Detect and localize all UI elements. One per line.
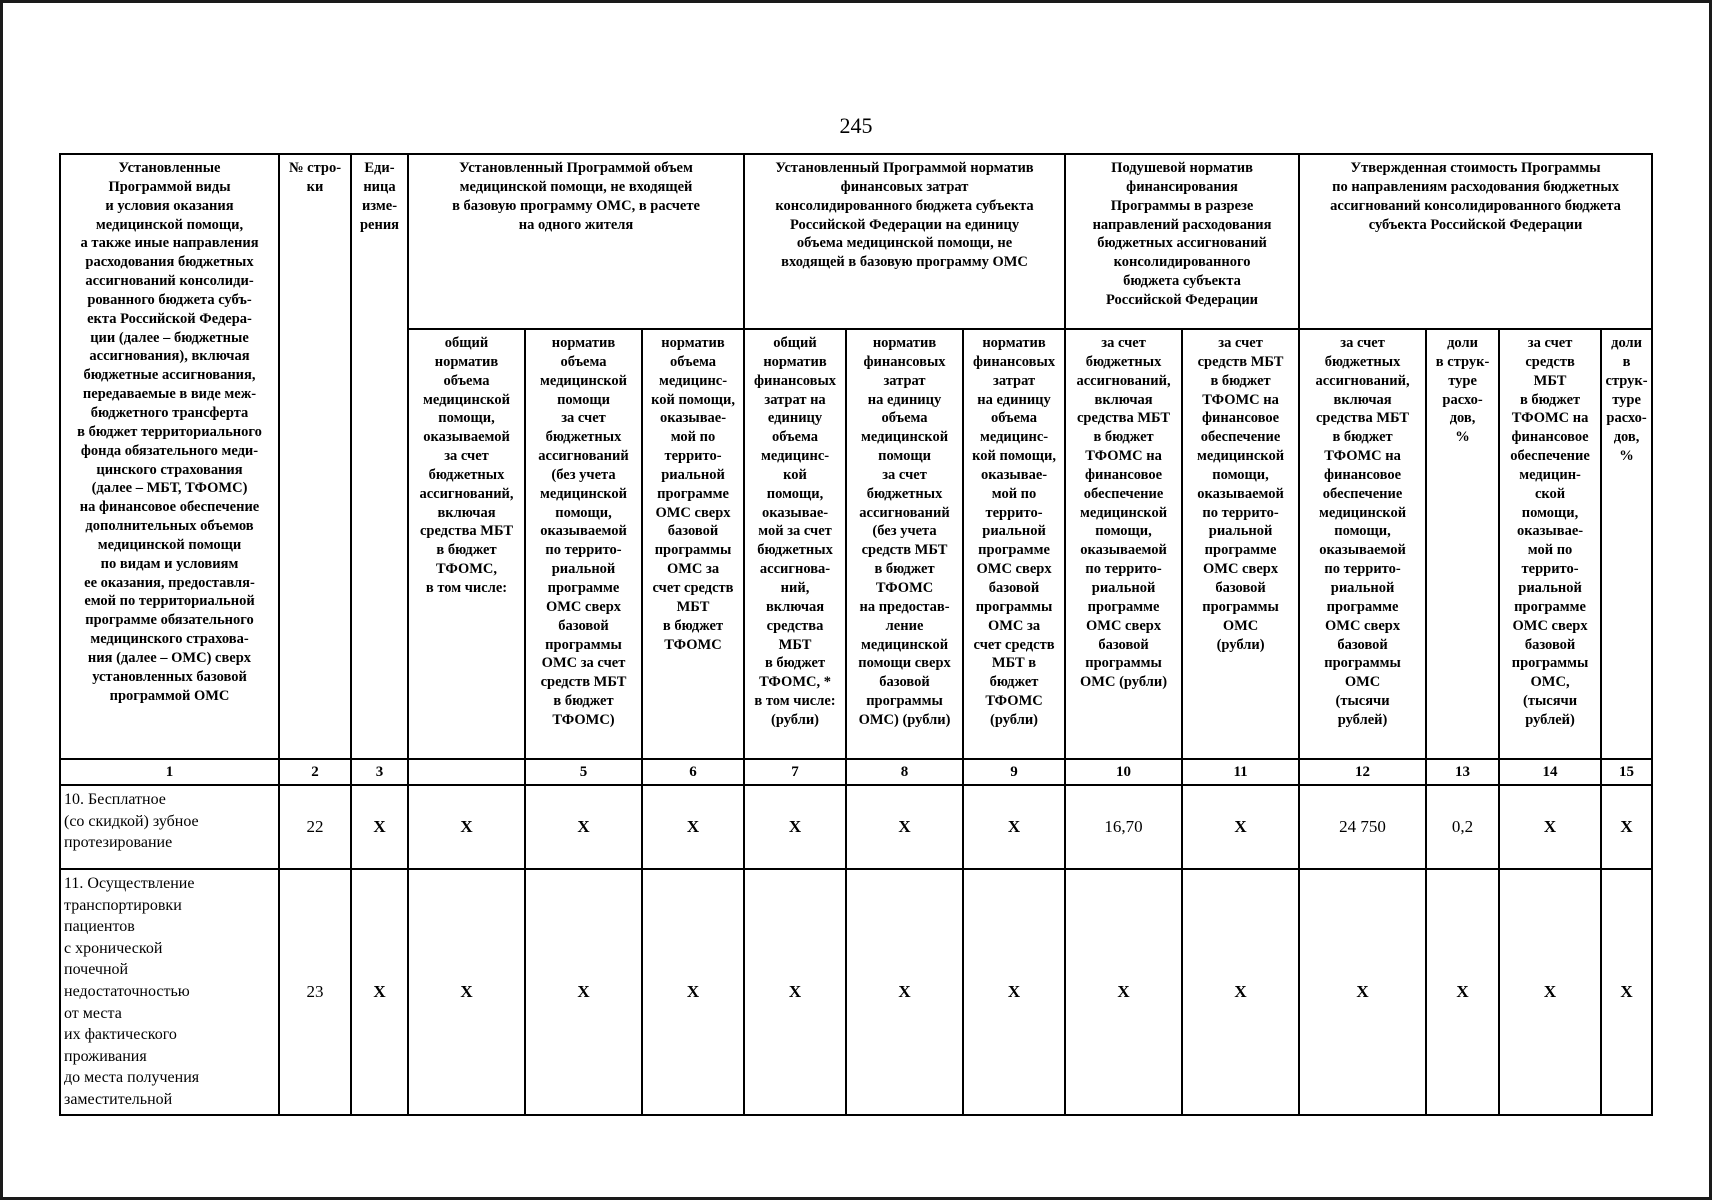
table-cell: X <box>408 869 525 1115</box>
column-number: 8 <box>846 759 963 785</box>
column-number: 1 <box>60 759 279 785</box>
table-cell: X <box>1601 869 1652 1115</box>
header-group-per-capita: Подушевой норматив финансирования Программы в разрезе направлений расходования бюджетных ассигнований консолидированного бюджета субъекта Российской Федерации <box>1065 154 1299 329</box>
column-number: 2 <box>279 759 351 785</box>
column-numbers-row <box>60 759 1652 785</box>
header-col-6: норматив объема медицинс- кой помощи, оказывае- мой по террито- риальной программе ОМС сверх базовой программы ОМС за счет средств МБТ в бюджет ТФОМС <box>642 329 744 759</box>
column-number: 11 <box>1182 759 1299 785</box>
table-cell: X <box>642 785 744 869</box>
column-number: 3 <box>351 759 408 785</box>
table-cell: X <box>1426 869 1499 1115</box>
table-cell: X <box>1182 785 1299 869</box>
table-cell: X <box>351 785 408 869</box>
table-cell: X <box>1299 869 1426 1115</box>
column-number: 10 <box>1065 759 1182 785</box>
table-cell: 16,70 <box>1065 785 1182 869</box>
column-number: 9 <box>963 759 1065 785</box>
header-col-10: за счет бюджетных ассигнований, включая средства МБТ в бюджет ТФОМС на финансовое обеспечение медицинской помощи, оказываемой по террито- риальной программе ОМС сверх базовой программы ОМС (рубли) <box>1065 329 1182 759</box>
header-col-13: доли в струк- туре расхо- дов, % <box>1426 329 1499 759</box>
table-cell: X <box>1499 869 1601 1115</box>
header-group-cost-norm: Установленный Программой норматив финансовых затрат консолидированного бюджета субъекта Российской Федерации на единицу объема медицинской помощи, не входящей в базовую программу ОМС <box>744 154 1065 329</box>
header-unit: Еди- ница изме- рения <box>351 154 408 759</box>
column-number: 7 <box>744 759 846 785</box>
header-col-11: за счет средств МБТ в бюджет ТФОМС на финансовое обеспечение медицинской помощи, оказываемой по террито- риальной программе ОМС сверх базовой программы ОМС (рубли) <box>1182 329 1299 759</box>
table-cell: X <box>1601 785 1652 869</box>
page-number: 245 <box>839 113 873 138</box>
row-label: 11. Осуществление транспортировки пациентов с хронической почечной недостаточностью от места их фактического проживания до места получения заместительной <box>60 869 279 1115</box>
row-number-cell: 23 <box>279 869 351 1115</box>
program-cost-table <box>59 153 1653 1116</box>
header-row-number: № стро- ки <box>279 154 351 759</box>
table-cell: 0,2 <box>1426 785 1499 869</box>
header-row-groups <box>60 154 1652 329</box>
table-cell: X <box>1182 869 1299 1115</box>
header-col-7: общий норматив финансовых затрат на единицу объема медицинс- кой помощи, оказывае- мой за счет бюджетных ассигнова- ний, включая средства МБТ в бюджет ТФОМС, * в том числе: (рубли) <box>744 329 846 759</box>
table-cell: X <box>744 785 846 869</box>
column-number: 6 <box>642 759 744 785</box>
header-group-volume: Установленный Программой объем медицинской помощи, не входящей в базовую программу ОМС, в расчете на одного жителя <box>408 154 744 329</box>
table-cell: 24 750 <box>1299 785 1426 869</box>
header-col-8: норматив финансовых затрат на единицу объема медицинской помощи за счет бюджетных ассигнований (без учета средств МБТ в бюджет ТФОМС на предостав- ление медицинской помощи сверх базовой программы ОМС) (рубли) <box>846 329 963 759</box>
column-number <box>408 759 525 785</box>
column-number: 13 <box>1426 759 1499 785</box>
row-label: 10. Бесплатное (со скидкой) зубное протезирование <box>60 785 279 869</box>
header-service-types: Установленные Программой виды и условия оказания медицинской помощи, а также иные направления расходования бюджетных ассигнований консолиди- рованного бюджета субъ- екта Российской Федера- ции (далее – бюджетные ассигнования), включая бюджетные ассигнования, передаваемые в виде меж- бюджетного трансферта в бюджет территориального фонда обязательного меди- цинского страхования (далее – МБТ, ТФОМС) на финансовое обеспечение дополнительных объемов медицинской помощи по видам и условиям ее оказания, предоставля- емой по территориальной программе обязательного медицинского страхова- ния (далее – ОМС) сверх установленных базовой программой ОМС <box>60 154 279 759</box>
table-cell: X <box>846 869 963 1115</box>
header-group-approved-cost: Утвержденная стоимость Программы по направлениям расходования бюджетных ассигнований консолидированного бюджета субъекта Российской Федерации <box>1299 154 1652 329</box>
table-cell: X <box>351 869 408 1115</box>
scan-edge-left <box>0 0 3 1200</box>
table-cell: X <box>525 869 642 1115</box>
header-col-4: общий норматив объема медицинской помощи, оказываемой за счет бюджетных ассигнований, включая средства МБТ в бюджет ТФОМС, в том числе: <box>408 329 525 759</box>
table-row <box>60 785 1652 869</box>
header-col-9: норматив финансовых затрат на единицу объема медицинс- кой помощи, оказывае- мой по террито- риальной программе ОМС сверх базовой программы ОМС за счет средств МБТ в бюджет ТФОМС (рубли) <box>963 329 1065 759</box>
table-cell: X <box>744 869 846 1115</box>
table-cell: X <box>525 785 642 869</box>
table-cell: X <box>1065 869 1182 1115</box>
scan-edge-top <box>0 0 1712 3</box>
column-number: 14 <box>1499 759 1601 785</box>
table-row <box>60 869 1652 1115</box>
header-col-15: доли в струк- туре расхо- дов, % <box>1601 329 1652 759</box>
table-cell: X <box>642 869 744 1115</box>
header-col-5: норматив объема медицинской помощи за счет бюджетных ассигнований (без учета медицинской помощи, оказываемой по террито- риальной программе ОМС сверх базовой программы ОМС за счет средств МБТ в бюджет ТФОМС) <box>525 329 642 759</box>
header-col-12: за счет бюджетных ассигнований, включая средства МБТ в бюджет ТФОМС на финансовое обеспечение медицинской помощи, оказываемой по террито- риальной программе ОМС сверх базовой программы ОМС (тысячи рублей) <box>1299 329 1426 759</box>
column-number: 15 <box>1601 759 1652 785</box>
table-cell: X <box>408 785 525 869</box>
table-cell: X <box>846 785 963 869</box>
table-cell: X <box>1499 785 1601 869</box>
header-col-14: за счет средств МБТ в бюджет ТФОМС на финансовое обеспечение медицин- ской помощи, оказывае- мой по террито- риальной программе ОМС сверх базовой программы ОМС, (тысячи рублей) <box>1499 329 1601 759</box>
column-number: 5 <box>525 759 642 785</box>
column-number: 12 <box>1299 759 1426 785</box>
row-number-cell: 22 <box>279 785 351 869</box>
table-cell: X <box>963 785 1065 869</box>
table-cell: X <box>963 869 1065 1115</box>
